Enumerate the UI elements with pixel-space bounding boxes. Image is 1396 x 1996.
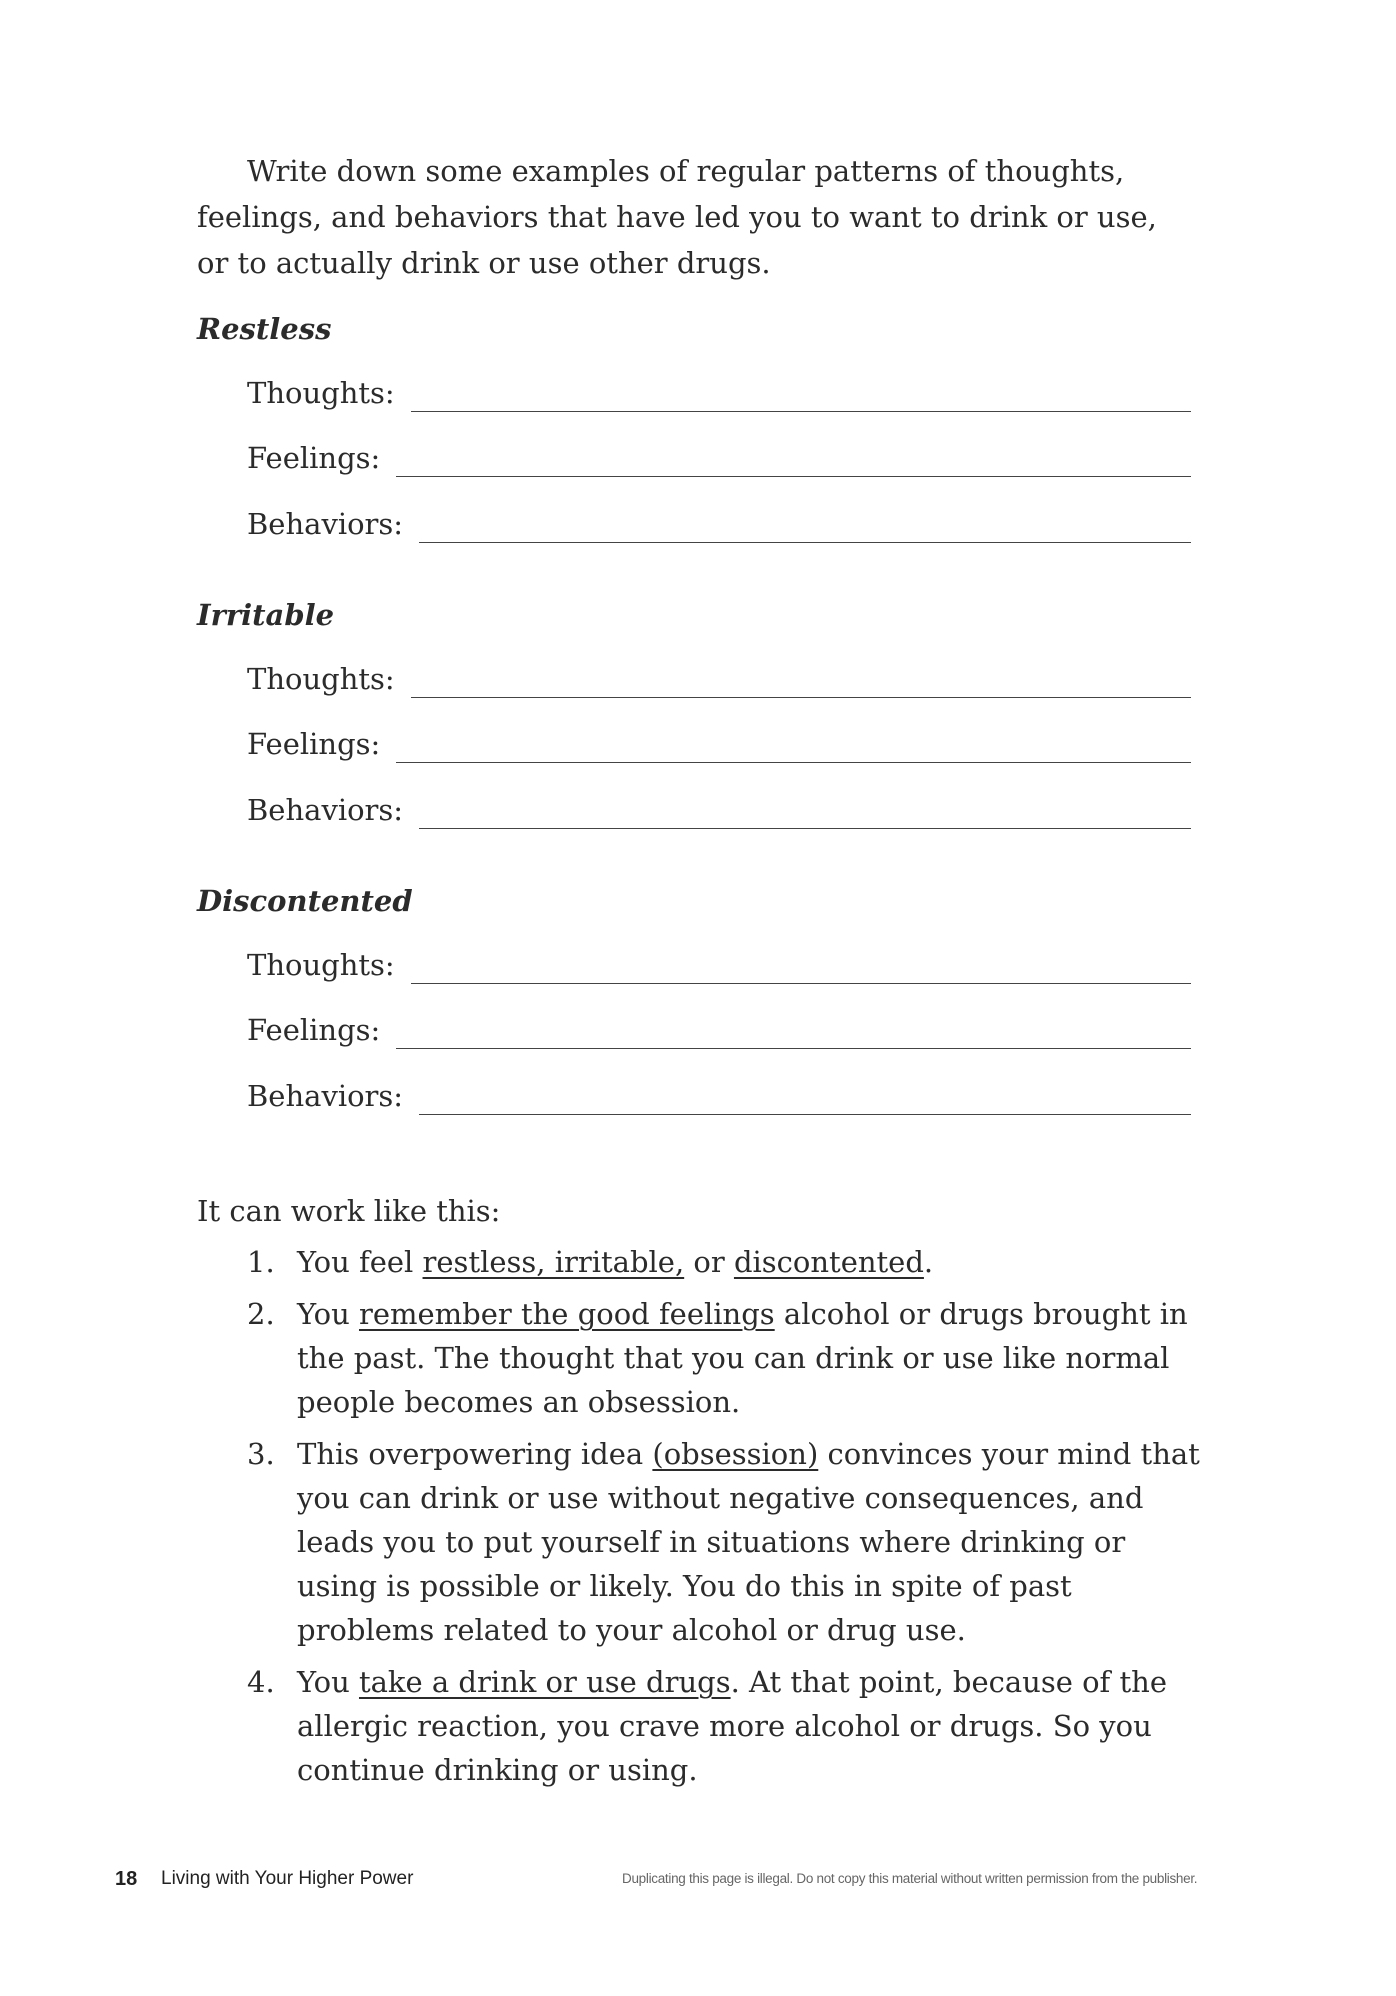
steps-list — [247, 1240, 1207, 1800]
step-item — [247, 1240, 1207, 1284]
step-text: . At that point, because of the allergic reaction, you crave more alcohol or drugs. So you continue drinking or using. — [297, 1665, 1167, 1787]
step-text: convinces your mind that you can drink or use without negative consequences, and leads you to put yourself in situations where drinking or using is possible or likely. You do this in spite of past problems related to your alcohol or drug use. — [297, 1437, 1200, 1647]
discontented-thoughts-blank[interactable] — [411, 955, 1191, 984]
irritable-thoughts-blank[interactable] — [411, 669, 1191, 698]
step-text: You — [297, 1665, 359, 1699]
field-label: Feelings: — [247, 441, 381, 475]
book-title: Living with Your Higher Power — [161, 1868, 414, 1889]
discontented-thoughts-row — [247, 944, 1191, 984]
restless-feelings-row — [247, 437, 1191, 477]
copyright-notice: Duplicating this page is illegal. Do not copy this material without written permission from the publisher. — [622, 1871, 1198, 1886]
discontented-behaviors-blank[interactable] — [419, 1086, 1191, 1115]
step-text: or — [684, 1245, 734, 1279]
field-label: Thoughts: — [247, 662, 395, 696]
restless-behaviors-blank[interactable] — [419, 514, 1191, 543]
step-text: You feel — [297, 1245, 423, 1279]
step-item — [247, 1292, 1207, 1424]
field-label: Behaviors: — [247, 1079, 404, 1113]
restless-thoughts-blank[interactable] — [411, 383, 1191, 412]
step-text: alcohol or drugs brought in the past. The thought that you can drink or use like normal people becomes an obsession. — [297, 1297, 1188, 1419]
step-number: 1. — [247, 1245, 275, 1279]
page-footer — [115, 1868, 1315, 1898]
irritable-feelings-row — [247, 723, 1191, 763]
page-number: 18 — [115, 1868, 138, 1890]
irritable-feelings-blank[interactable] — [396, 734, 1191, 763]
field-label: Feelings: — [247, 1013, 381, 1047]
underlined-phrase: restless, irritable, — [422, 1245, 685, 1279]
step-text: This overpowering idea — [297, 1437, 653, 1471]
section-heading-restless: Restless — [197, 312, 332, 346]
discontented-behaviors-row — [247, 1075, 1191, 1115]
step-number: 4. — [247, 1665, 275, 1699]
discontented-feelings-blank[interactable] — [396, 1020, 1191, 1049]
step-item — [247, 1660, 1207, 1792]
underlined-phrase: (obsession) — [652, 1437, 819, 1471]
step-number: 2. — [247, 1297, 275, 1331]
restless-behaviors-row — [247, 503, 1191, 543]
underlined-phrase: take a drink or use drugs — [358, 1665, 731, 1699]
step-text: You — [297, 1297, 359, 1331]
discontented-feelings-row — [247, 1009, 1191, 1049]
irritable-thoughts-row — [247, 658, 1191, 698]
field-label: Behaviors: — [247, 793, 404, 827]
section-heading-discontented: Discontented — [197, 884, 413, 918]
field-label: Feelings: — [247, 727, 381, 761]
field-label: Behaviors: — [247, 507, 404, 541]
underlined-phrase: discontented — [733, 1245, 924, 1279]
step-number: 3. — [247, 1437, 275, 1471]
restless-thoughts-row — [247, 372, 1191, 412]
field-label: Thoughts: — [247, 948, 395, 982]
steps-lead-text: It can work like this: — [197, 1194, 501, 1228]
underlined-phrase: remember the good feelings — [358, 1297, 775, 1331]
section-heading-irritable: Irritable — [197, 598, 335, 632]
field-label: Thoughts: — [247, 376, 395, 410]
irritable-behaviors-blank[interactable] — [419, 800, 1191, 829]
irritable-behaviors-row — [247, 789, 1191, 829]
intro-paragraph: Write down some examples of regular patterns of thoughts, feelings, and behaviors that have led you to want to drink or use, or to actually drink or use other drugs. — [197, 154, 1157, 280]
step-item — [247, 1432, 1207, 1652]
step-text: . — [923, 1245, 934, 1279]
restless-feelings-blank[interactable] — [396, 448, 1191, 477]
